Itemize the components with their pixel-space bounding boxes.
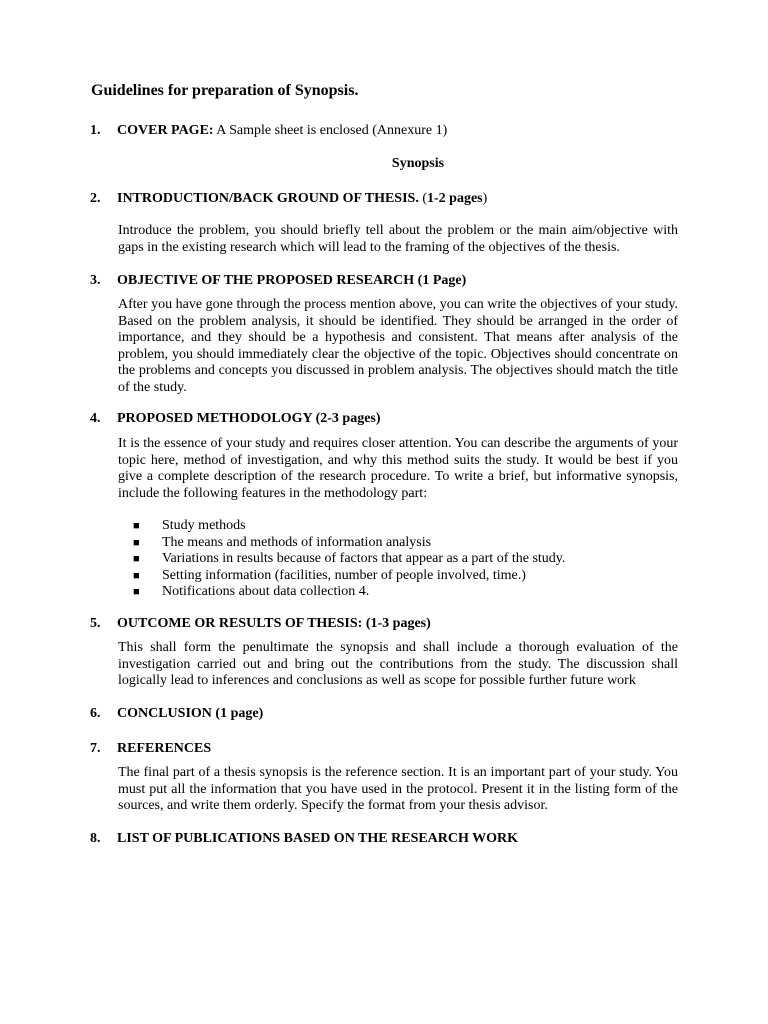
list-item — [133, 551, 565, 568]
section-number: 5. — [90, 616, 101, 631]
section-7-body: The final part of a thesis synopsis is the reference section. It is an important part of your study. You must put all the information that you have used in the protocol. Present it in the listing form of the sources, and write them orderly. Specify the format from your thesis advisor. — [118, 765, 678, 813]
section-title: CONCLUSION (1 page) — [117, 706, 264, 721]
section-4-heading — [90, 411, 381, 428]
list-item-text: The means and methods of information analysis — [162, 534, 432, 550]
section-title-rest: ( — [418, 191, 427, 206]
bullet-icon: ■ — [133, 536, 140, 549]
section-6-heading — [90, 706, 263, 723]
bullet-icon: ■ — [133, 569, 140, 582]
section-title: OBJECTIVE OF THE PROPOSED RESEARCH (1 Page) — [117, 273, 467, 288]
section-7-heading — [90, 741, 211, 758]
section-5-heading — [90, 616, 431, 633]
section-8-heading — [90, 831, 518, 848]
page-title: Guidelines for preparation of Synopsis. — [91, 82, 359, 99]
section-number: 1. — [90, 123, 101, 138]
section-title: PROPOSED METHODOLOGY (2-3 pages) — [117, 411, 381, 426]
list-item-text: Variations in results because of factors that appear as a part of the study. — [162, 551, 566, 566]
list-item-text: Setting information (facilities, number of people involved, time.) — [162, 567, 526, 583]
section-2-body: Introduce the problem, you should briefly tell about the problem or the main aim/objective with gaps in the existing research which will lead to the framing of the objectives of the thesis. — [118, 223, 678, 255]
section-number: 2. — [90, 191, 101, 206]
section-number: 6. — [90, 706, 101, 721]
section-5-body: This shall form the penultimate the synopsis and shall include a thorough evaluation of the investigation carried out and bring out the contributions from the study. The discussion shall logically lead to inferences and conclusions as well as scope for possible further future work — [118, 640, 678, 688]
bullet-icon: ■ — [133, 553, 140, 565]
list-item-text: Study methods — [162, 518, 246, 533]
bullet-icon: ■ — [133, 586, 140, 598]
synopsis-heading: Synopsis — [391, 156, 445, 171]
section-title: OUTCOME OR RESULTS OF THESIS: (1-3 pages) — [117, 616, 431, 631]
section-1-heading — [90, 123, 447, 140]
methodology-bullet-list — [133, 518, 565, 601]
section-3-body: After you have gone through the process mention above, you can write the objectives of your study. Based on the problem analysis, it should be identified. They should be arranged in the order of importance, and they should be a hypothesis and consistent. That means after analysis of the problem, you should immediately clear the objective of the topic. Objectives should concentrate on the problems and concepts you discussed in problem analysis. The objectives should match the title of the study. — [118, 297, 678, 395]
section-number: 7. — [90, 741, 101, 756]
bullet-icon: ■ — [133, 520, 140, 532]
section-number: 4. — [90, 411, 101, 426]
section-title: COVER PAGE: — [117, 123, 214, 138]
section-3-heading — [90, 273, 466, 290]
section-title: REFERENCES — [117, 741, 212, 756]
section-4-body: It is the essence of your study and requires closer attention. You can describe the arguments of your topic here, method of investigation, and why this method suits the study. It would be best if you give a complete description of the research procedure. To write a brief, but informative synopsis, include the following features in the methodology part: — [118, 436, 678, 501]
section-number: 3. — [90, 273, 101, 288]
list-item — [133, 584, 565, 601]
section-title: LIST OF PUBLICATIONS BASED ON THE RESEARCH WORK — [117, 831, 519, 846]
list-item — [133, 535, 565, 552]
section-title-pages: 1-2 pages — [427, 191, 483, 206]
list-item-text: Notifications about data collection 4. — [162, 584, 370, 599]
list-item — [133, 518, 565, 535]
section-title-tail: ) — [482, 191, 488, 206]
list-item — [133, 568, 565, 585]
section-title-rest: A Sample sheet is enclosed (Annexure 1) — [213, 123, 448, 138]
section-number: 8. — [90, 831, 101, 846]
section-title: INTRODUCTION/BACK GROUND OF THESIS. — [117, 191, 419, 206]
section-2-heading — [90, 191, 487, 208]
